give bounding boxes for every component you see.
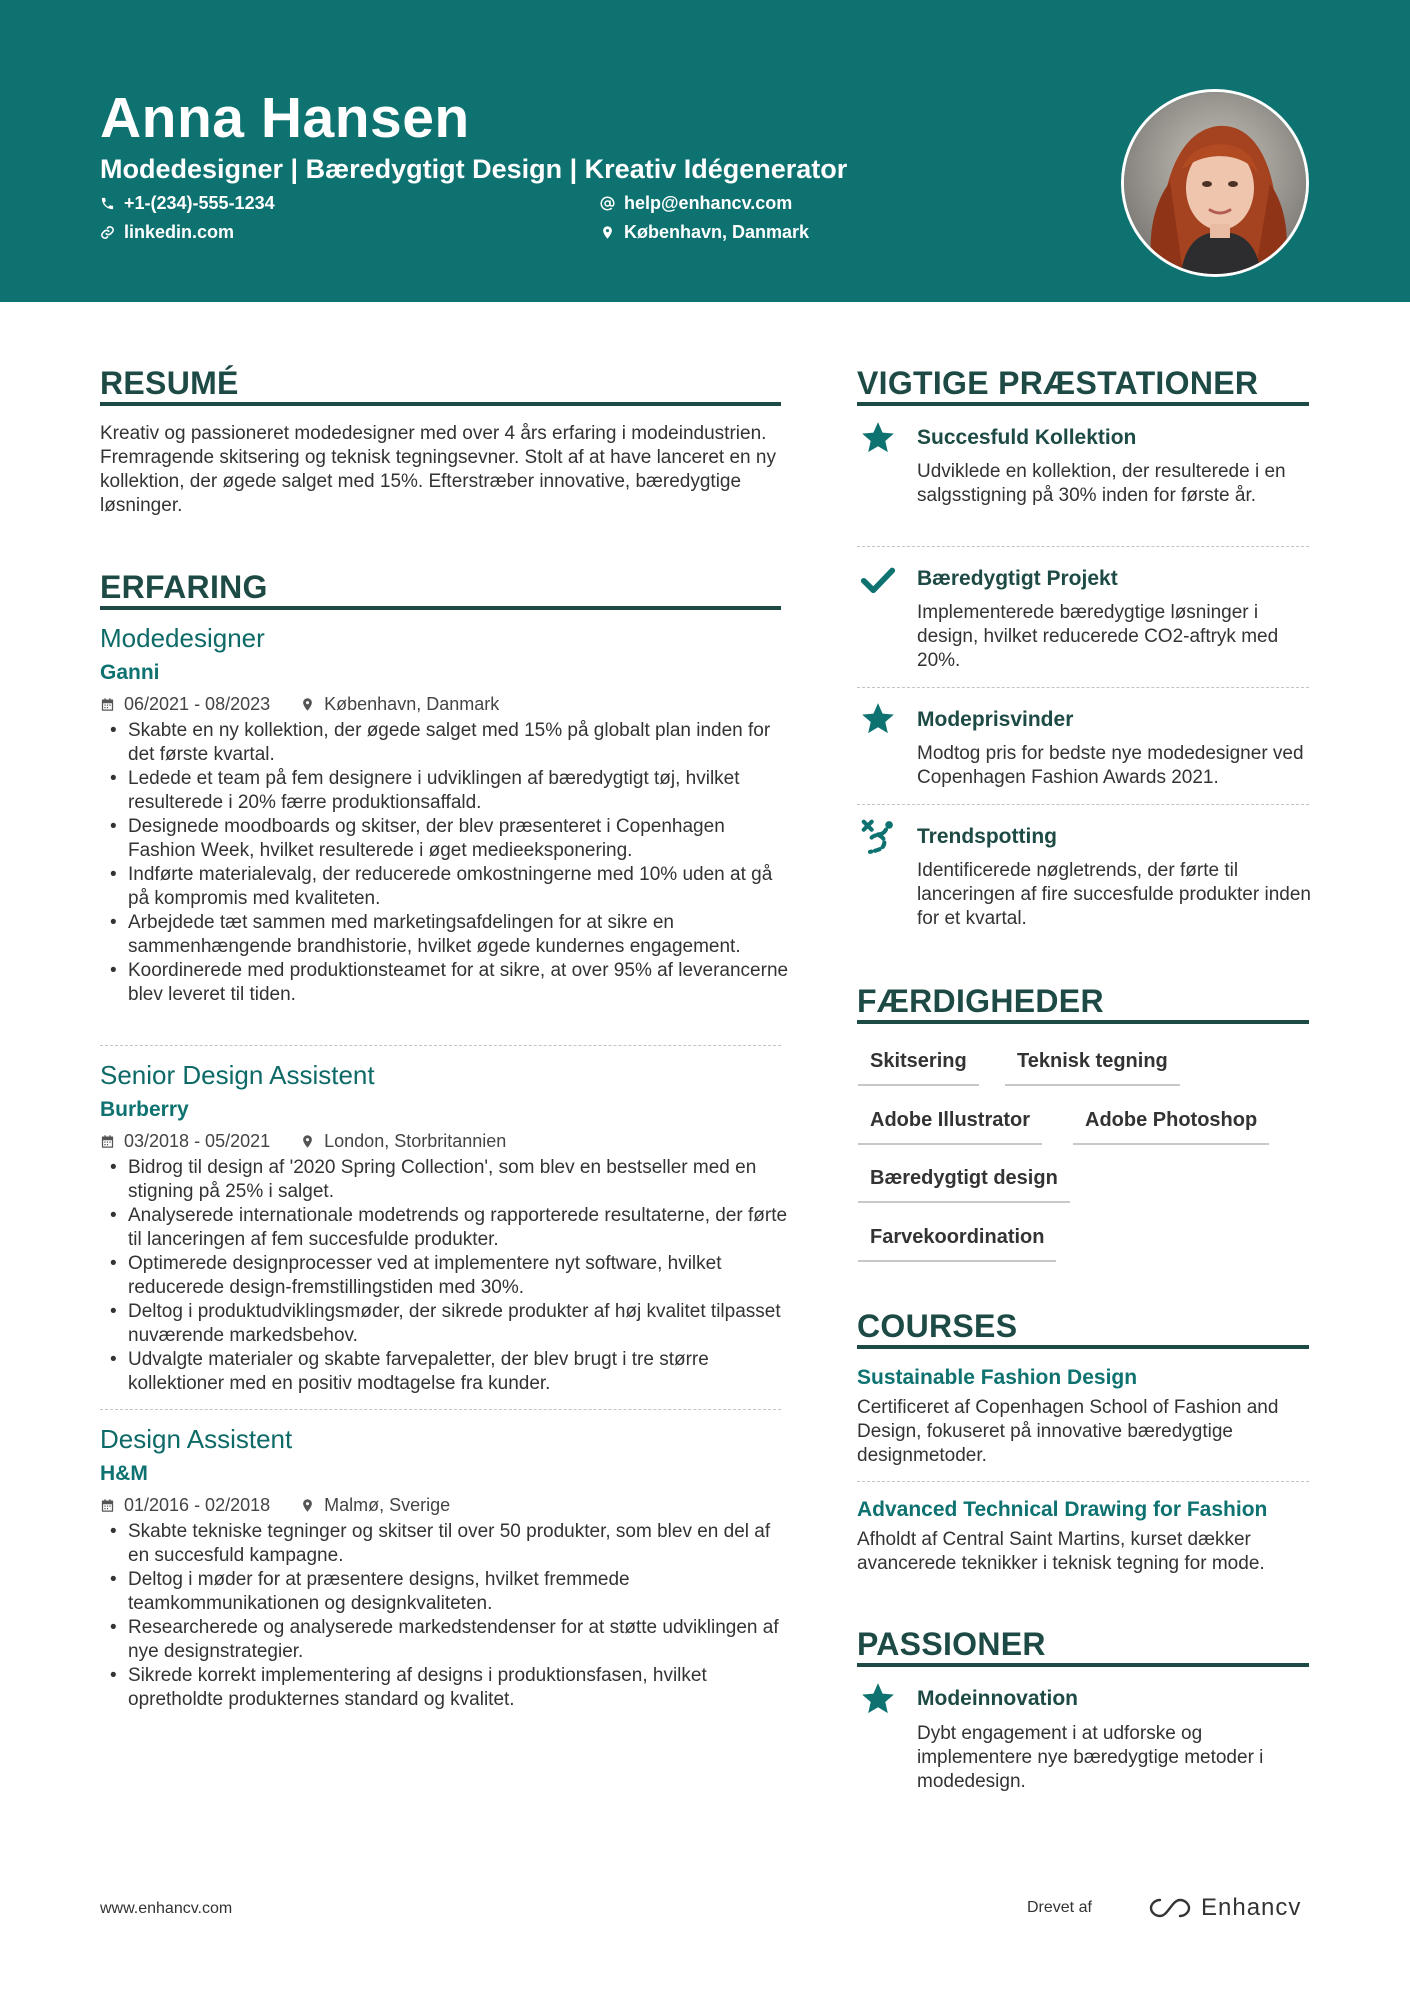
experience-heading: ERFARING	[100, 569, 268, 605]
skills-rule	[857, 1020, 1309, 1024]
job-company: Burberry	[100, 1098, 189, 1121]
candidate-name: Anna Hansen	[100, 86, 470, 150]
achievement-text: Udviklede en kollektion, der resulterede i en salgsstigning på 30% inden for første år.	[917, 461, 1286, 506]
job-bullet: • Indførte materialevalg, der reducerede omkostningerne med 10% uden at gå på kompromis med kvaliteten.	[100, 863, 790, 911]
star-icon	[859, 1680, 897, 1718]
contact-email-text: help@enhancv.com	[624, 193, 793, 213]
star-icon	[859, 419, 897, 457]
skill-tag: Bæredygtigt design	[858, 1165, 1070, 1203]
profile-photo	[1121, 89, 1309, 277]
job-bullets	[100, 1156, 790, 1396]
job-title: Design Assistent	[100, 1424, 293, 1454]
job-location: Malmø, Sverige	[324, 1495, 451, 1515]
job-bullets	[100, 719, 790, 1007]
check-icon	[859, 561, 897, 599]
course-title: Sustainable Fashion Design	[857, 1366, 1138, 1389]
divider	[857, 1481, 1309, 1482]
location-pin-icon	[300, 1134, 315, 1149]
divider	[857, 804, 1309, 805]
skill-tag: Teknisk tegning	[1005, 1048, 1180, 1086]
enhancv-logo[interactable]	[1147, 1893, 1301, 1923]
contact-phone-text: +1-(234)-555-1234	[124, 193, 275, 213]
contact-phone[interactable]	[100, 191, 275, 215]
job-bullet: • Koordinerede med produktionsteamet for at sikre, at over 95% af leverancerne blev leveret til tiden.	[100, 959, 790, 1007]
job-title: Senior Design Assistent	[100, 1060, 375, 1090]
calendar-icon	[100, 1498, 115, 1513]
job-bullet: • Deltog i produktudviklingsmøder, der sikrede produkter af høj kvalitet tilpasset nuværende markedsbehov.	[100, 1300, 790, 1348]
job-bullets	[100, 1520, 790, 1712]
job-bullet: • Analyserede internationale modetrends og rapporterede resultaterne, der førte til lanceringen af fem succesfulde produkter.	[100, 1204, 790, 1252]
achievement-text: Identificerede nøgletrends, der førte til lanceringen af fire succesfulde produkter inden for et kvartal.	[917, 860, 1311, 929]
job-bullet: • Skabte en ny kollektion, der øgede salget med 15% på globalt plan inden for det første kvartal.	[100, 719, 790, 767]
achievements-heading: VIGTIGE PRÆSTATIONER	[857, 365, 1259, 401]
location-pin-icon	[300, 697, 315, 712]
footer-powered-by: Drevet af	[1027, 1899, 1092, 1916]
trend-route-icon	[859, 817, 897, 855]
achievement-title: Modeprisvinder	[917, 708, 1074, 731]
at-sign-icon	[600, 196, 615, 211]
job-dates: 03/2018 - 05/2021	[124, 1131, 271, 1151]
job-bullet: • Researcherede og analyserede markedstendenser for at støtte udviklingen af nye designstrategier.	[100, 1616, 790, 1664]
job-meta	[100, 1130, 506, 1152]
achievement-text: Modtog pris for bedste nye modedesigner ved Copenhagen Fashion Awards 2021.	[917, 743, 1304, 788]
job-meta	[100, 1494, 450, 1516]
job-title: Modedesigner	[100, 623, 265, 653]
location-pin-icon	[300, 1498, 315, 1513]
skill-tag: Skitsering	[858, 1048, 979, 1086]
location-pin-icon	[600, 225, 615, 240]
divider	[100, 1409, 781, 1410]
passions-heading: PASSIONER	[857, 1626, 1046, 1662]
achievement-title: Trendspotting	[917, 825, 1057, 848]
candidate-tagline: Modedesigner | Bæredygtigt Design | Kreativ Idégenerator	[100, 154, 848, 184]
job-bullet: • Ledede et team på fem designere i udviklingen af bæredygtigt tøj, hvilket resulterede i 20% færre produktionsaffald.	[100, 767, 790, 815]
job-bullet: • Deltog i møder for at præsentere designs, hvilket fremmede teamkommunikationen og designkvaliteten.	[100, 1568, 790, 1616]
course-title: Advanced Technical Drawing for Fashion	[857, 1498, 1268, 1521]
divider	[857, 687, 1309, 688]
courses-heading: COURSES	[857, 1308, 1018, 1344]
achievement-title: Succesfuld Kollektion	[917, 426, 1137, 449]
summary-rule	[100, 402, 781, 406]
course-text: Certificeret af Copenhagen School of Fashion and Design, fokuseret på innovative bæredygtige designmetoder.	[857, 1397, 1279, 1466]
achievement-text: Implementerede bæredygtige løsninger i design, hvilket reducerede CO2-aftryk med 20%.	[917, 602, 1279, 671]
divider	[100, 1045, 781, 1046]
job-location: London, Storbritannien	[324, 1131, 507, 1151]
contact-location-text: København, Danmark	[624, 222, 810, 242]
experience-rule	[100, 606, 781, 610]
achievement-title: Bæredygtigt Projekt	[917, 567, 1118, 590]
job-bullet: • Skabte tekniske tegninger og skitser til over 50 produkter, som blev en del af en succesfuld kampagne.	[100, 1520, 790, 1568]
divider	[857, 546, 1309, 547]
job-bullet: • Udvalgte materialer og skabte farvepaletter, der blev brugt i tre større kollektioner med en positiv modtagelse fra kunder.	[100, 1348, 790, 1396]
passions-rule	[857, 1663, 1309, 1667]
job-dates: 01/2016 - 02/2018	[124, 1495, 271, 1515]
course-text: Afholdt af Central Saint Martins, kurset dækker avancerede teknikker i teknisk tegning for mode.	[857, 1529, 1265, 1574]
skill-tag: Adobe Photoshop	[1073, 1107, 1269, 1145]
job-dates: 06/2021 - 08/2023	[124, 694, 271, 714]
contact-location	[600, 220, 809, 244]
summary-text: Kreativ og passioneret modedesigner med over 4 års erfaring i modeindustrien. Fremragende skitsering og teknisk tegningsevner. Stolt af at have lanceret en ny kollektion, der øgede salget med 15%. Efterstræber innovative, bæredygtige løsninger.	[100, 423, 776, 516]
resume-header	[0, 0, 1410, 302]
achievements-rule	[857, 402, 1309, 406]
job-bullet: • Arbejdede tæt sammen med marketingsafdelingen for at sikre en sammenhængende brandhistorie, hvilket øgede kundernes engagement.	[100, 911, 790, 959]
contact-email[interactable]	[600, 191, 792, 215]
job-bullet: • Optimerede designprocesser ved at implementere nyt software, hvilket reducerede design-fremstillingstiden med 30%.	[100, 1252, 790, 1300]
skill-tag: Farvekoordination	[858, 1224, 1056, 1262]
passion-text: Dybt engagement i at udforske og implementere nye bæredygtige metoder i modedesign.	[917, 1723, 1264, 1792]
contact-linkedin-text: linkedin.com	[124, 222, 235, 242]
courses-rule	[857, 1345, 1309, 1349]
infinity-logo-icon	[1147, 1895, 1193, 1921]
star-icon	[859, 700, 897, 738]
phone-icon	[100, 196, 115, 211]
job-bullet: • Sikrede korrekt implementering af designs i produktionsfasen, hvilket opretholdte produkternes standard og kvalitet.	[100, 1664, 790, 1712]
contact-linkedin[interactable]	[100, 220, 234, 244]
job-company: Ganni	[100, 661, 160, 684]
link-icon	[100, 225, 115, 240]
skills-heading: FÆRDIGHEDER	[857, 983, 1104, 1019]
job-company: H&M	[100, 1462, 148, 1485]
job-bullet: • Bidrog til design af '2020 Spring Collection', som blev en bestseller med en stigning på 25% i salget.	[100, 1156, 790, 1204]
job-location: København, Danmark	[324, 694, 500, 714]
passion-title: Modeinnovation	[917, 1687, 1078, 1710]
footer-brand: Enhancv	[1201, 1894, 1302, 1921]
job-bullet: • Designede moodboards og skitser, der blev præsenteret i Copenhagen Fashion Week, hvilket resulterede i øget medieeksponering.	[100, 815, 790, 863]
calendar-icon	[100, 1134, 115, 1149]
footer-url[interactable]: www.enhancv.com	[100, 1900, 233, 1917]
calendar-icon	[100, 697, 115, 712]
summary-heading: RESUMÉ	[100, 365, 239, 401]
skill-tag: Adobe Illustrator	[858, 1107, 1042, 1145]
job-meta	[100, 693, 499, 715]
